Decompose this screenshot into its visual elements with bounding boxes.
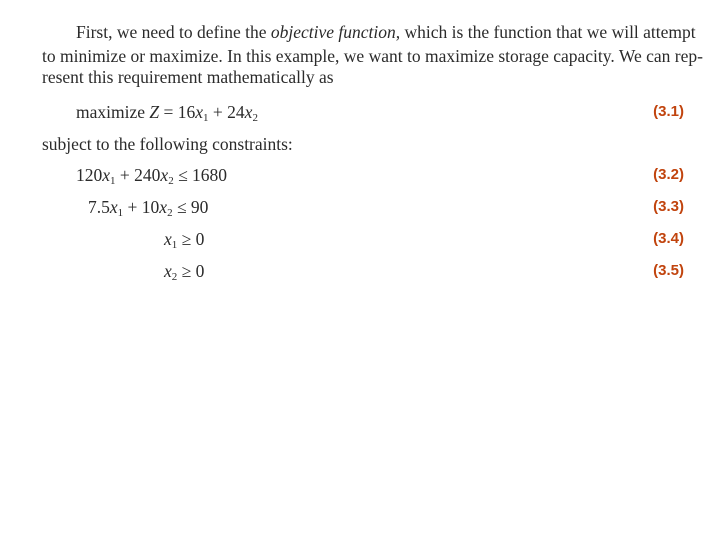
eq-var: x (102, 165, 111, 185)
constraint-equation (88, 196, 208, 224)
eq-text: ≥ 0 (177, 261, 205, 281)
eq-text: ≥ 0 (177, 229, 205, 249)
eq-text: + 10 (123, 197, 160, 217)
eq-var: Z (149, 102, 160, 122)
eq-text: ≤ 90 (172, 197, 209, 217)
eq-text: = 16 (159, 102, 196, 122)
emphasis-text: objective function, (270, 22, 401, 42)
equation-number: (3.1) (653, 103, 684, 120)
equation-number: (3.5) (653, 262, 684, 279)
eq-var: x (244, 102, 253, 122)
eq-text: 120 (76, 165, 103, 185)
eq-var: x (109, 197, 118, 217)
constraint-equation (164, 260, 204, 288)
equation-number: (3.4) (653, 230, 684, 247)
subject-to-text: subject to the following constraints: (42, 134, 293, 154)
constraint-equation (164, 228, 204, 256)
eq-text: 7.5 (88, 197, 110, 217)
eq-text: + 24 (208, 102, 245, 122)
eq-sub: 2 (167, 207, 173, 219)
paragraph-line-2: to minimize or maximize. In this example, we want to maximize storage capacity. We can rep- (42, 46, 703, 66)
constraint-equation (76, 164, 227, 192)
eq-sub: 2 (252, 112, 258, 124)
eq-sub: 1 (117, 207, 124, 219)
eq-text: ≤ 1680 (173, 165, 228, 185)
eq-var: x (164, 229, 172, 249)
eq-sub: 1 (171, 239, 178, 251)
equation-number: (3.3) (653, 198, 684, 215)
eq-var: x (160, 165, 169, 185)
eq-text: + 240 (115, 165, 161, 185)
paragraph-text: which is the function that we will attempt (400, 22, 696, 42)
eq-sub: 2 (171, 271, 178, 283)
eq-sub: 2 (168, 175, 174, 187)
eq-text: maximize (76, 102, 150, 122)
eq-var: x (159, 197, 168, 217)
objective-equation (76, 101, 258, 129)
paragraph-text: First, we need to define the (76, 22, 271, 42)
eq-var: x (164, 261, 172, 281)
eq-var: x (195, 102, 204, 122)
equation-number: (3.2) (653, 166, 684, 183)
paragraph-line-3: resent this requirement mathematically as (42, 67, 334, 87)
paragraph-line-1 (76, 21, 696, 43)
eq-sub: 1 (203, 112, 209, 124)
eq-sub: 1 (110, 175, 116, 187)
